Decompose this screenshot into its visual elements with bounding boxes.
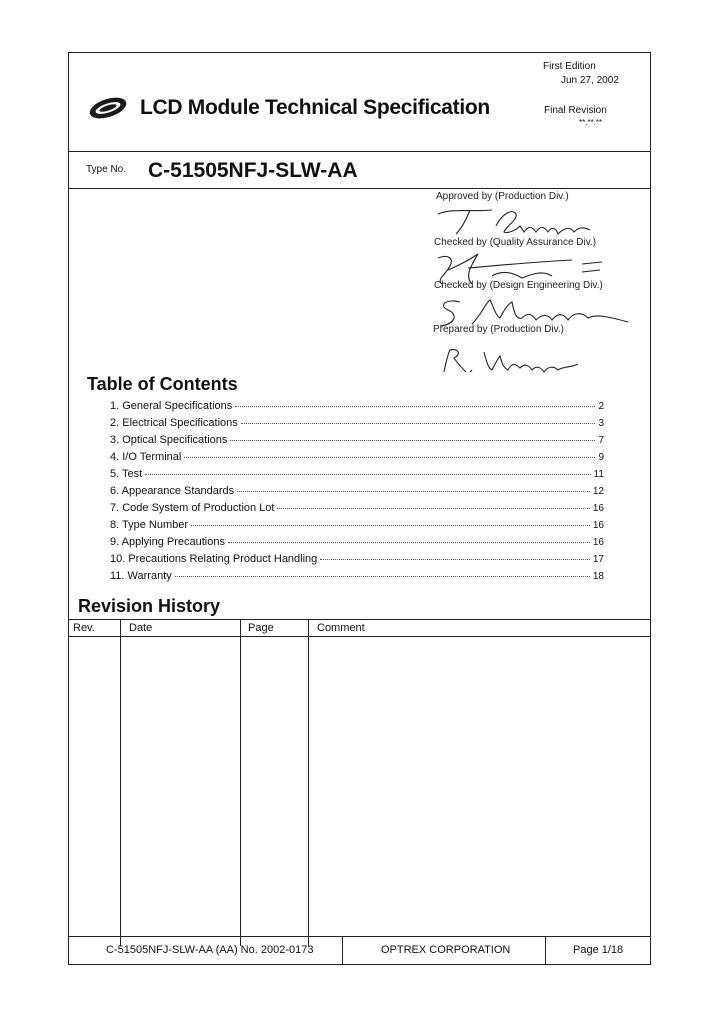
toc-item [110, 519, 604, 533]
footer-page-number: Page 1/18 [573, 944, 624, 956]
toc-item-title: 3. Optical Specifications [110, 434, 228, 446]
toc-item-page: 11 [593, 469, 604, 480]
approval-label-production: Approved by (Production Div.) [436, 191, 569, 202]
toc-item-title: 9. Applying Precautions [110, 536, 225, 548]
toc-dot-leader [230, 440, 595, 441]
toc-item-page: 7 [598, 435, 604, 446]
toc-dot-leader [320, 559, 590, 560]
document-title: LCD Module Technical Specification [140, 96, 490, 119]
toc-item [110, 570, 604, 584]
toc-item-page: 3 [598, 418, 604, 429]
final-revision-value: **.**.** [579, 118, 603, 127]
toc-item [110, 468, 604, 482]
type-number-label: Type No. [86, 164, 127, 175]
signature-1 [432, 204, 612, 240]
toc-item-page: 17 [592, 554, 604, 565]
edition-date: Jun 27, 2002 [561, 75, 619, 86]
type-number: C-51505NFJ-SLW-AA [148, 159, 358, 182]
toc-dot-leader [277, 508, 589, 509]
approval-label-quality: Checked by (Quality Assurance Div.) [434, 237, 597, 248]
col-header-rev: Rev. [73, 622, 95, 634]
typeno-divider [68, 188, 651, 189]
toc-dot-leader [235, 406, 595, 407]
toc-item-title: 10. Precautions Relating Product Handling [110, 553, 318, 565]
toc-heading: Table of Contents [87, 374, 238, 394]
approval-label-prepared: Prepared by (Production Div.) [433, 324, 564, 335]
toc-dot-leader [175, 576, 590, 577]
header-divider [68, 151, 651, 152]
toc-item [110, 536, 604, 550]
toc-dot-leader [241, 423, 596, 424]
rev-table-header-bottom [68, 636, 651, 637]
toc-dot-leader [237, 491, 590, 492]
optrex-logo [88, 95, 128, 121]
revision-history-heading: Revision History [78, 596, 221, 616]
rev-col-divider-1 [120, 619, 121, 946]
toc-item [110, 553, 604, 567]
footer-document-id: C-51505NFJ-SLW-AA (AA) No. 2002-0173 [106, 944, 314, 956]
footer-divider [68, 936, 651, 937]
toc-item [110, 434, 604, 448]
toc-item-title: 7. Code System of Production Lot [110, 502, 275, 514]
toc-item-page: 9 [598, 452, 604, 463]
footer-company: OPTREX CORPORATION [381, 944, 511, 956]
toc-item-page: 16 [592, 520, 604, 531]
col-header-comment: Comment [317, 622, 365, 634]
toc-item [110, 502, 604, 516]
toc-item-title: 4. I/O Terminal [110, 451, 182, 463]
approval-label-design: Checked by (Design Engineering Div.) [434, 280, 603, 291]
toc-item-title: 11. Warranty [110, 570, 172, 582]
rev-col-divider-3 [308, 619, 309, 946]
toc-item-page: 16 [592, 537, 604, 548]
rev-table-top [68, 619, 651, 620]
toc-item [110, 417, 604, 431]
edition-label: First Edition [543, 61, 596, 72]
toc-item-title: 1. General Specifications [110, 400, 233, 412]
col-header-page: Page [248, 622, 274, 634]
rev-col-divider-2 [240, 619, 241, 946]
toc-item [110, 485, 604, 499]
toc-dot-leader [184, 457, 595, 458]
toc-item-page: 12 [592, 486, 604, 497]
toc-item-page: 16 [592, 503, 604, 514]
final-revision-label: Final Revision [544, 105, 607, 116]
footer-col-divider-2 [545, 936, 546, 965]
toc-item [110, 451, 604, 465]
toc-item-title: 6. Appearance Standards [110, 485, 235, 497]
toc-dot-leader [228, 542, 590, 543]
toc-item-title: 2. Electrical Specifications [110, 417, 238, 429]
toc-item-title: 8. Type Number [110, 519, 189, 531]
toc-item-page: 18 [592, 571, 604, 582]
signature-4 [436, 346, 586, 376]
col-header-date: Date [129, 622, 153, 634]
toc-item-page: 2 [598, 401, 604, 412]
toc-dot-leader [191, 525, 590, 526]
toc-item-title: 5. Test [110, 468, 143, 480]
toc-item [110, 400, 604, 414]
footer-col-divider-1 [342, 936, 343, 965]
toc-dot-leader [145, 474, 590, 475]
